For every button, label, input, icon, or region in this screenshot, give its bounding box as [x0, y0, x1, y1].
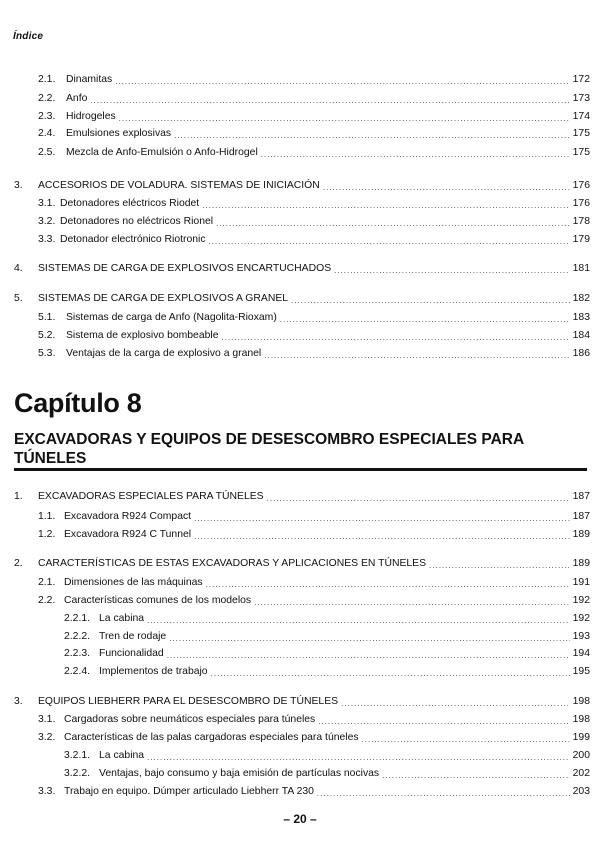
dot-leader [115, 73, 569, 87]
page-footer-number: – 20 – [283, 812, 317, 826]
page-number: 198 [572, 696, 590, 707]
dot-leader [147, 749, 570, 763]
page-number: 176 [572, 198, 590, 209]
toc-entry: 3.2. Características de las palas cargadoras especiales para túneles ..... 199 [38, 731, 590, 745]
toc-entry: 2.1. Dinamitas ..... 172 [38, 73, 590, 87]
dot-leader [119, 110, 570, 124]
dot-leader [341, 695, 570, 709]
dot-leader [318, 713, 569, 727]
toc-entry: 2.1. Dimensiones de las máquinas ..... 191 [38, 576, 590, 590]
page-number: 192 [572, 595, 590, 606]
toc-entry: 5.3. Ventajas de la carga de explosivo a granel ..... 186 [38, 347, 590, 361]
dot-leader [267, 490, 570, 504]
toc-entry: 5.1. Sistemas de carga de Anfo (Nagolita-Rioxam) ..... 183 [38, 311, 590, 325]
dot-leader [222, 329, 570, 343]
dot-leader [317, 785, 570, 799]
toc-entry: 3.1. Detonadores eléctricos Riodet ..... 176 [38, 197, 590, 211]
toc-entry: 3.2.2. Ventajas, bajo consumo y baja emisión de partículas nocivas ..... 202 [64, 767, 590, 781]
toc-entry: 5.2. Sistema de explosivo bombeable ..... 184 [38, 329, 590, 343]
dot-leader [174, 127, 570, 141]
toc-entry-section: 1. EXCAVADORAS ESPECIALES PARA TÚNELES ..... 187 [14, 490, 590, 504]
page-number: 174 [572, 111, 590, 122]
toc-entry: 3.1. Cargadoras sobre neumáticos especiales para túneles ..... 198 [38, 713, 590, 727]
toc-entry: 2.3. Hidrogeles ..... 174 [38, 110, 590, 124]
dot-leader [261, 146, 570, 160]
page-number: 187 [572, 511, 590, 522]
dot-leader [194, 528, 570, 542]
page-number: 192 [572, 613, 590, 624]
dot-leader [206, 576, 570, 590]
toc-entry: 3.2.1. La cabina ..... 200 [64, 749, 590, 763]
page-number: 178 [572, 216, 590, 227]
toc-entry: 3.3. Detonador electrónico Riotronic ..... 179 [38, 233, 590, 247]
page-number: 187 [572, 491, 590, 502]
dot-leader [202, 197, 569, 211]
page-number: 194 [572, 648, 590, 659]
dot-leader [216, 215, 570, 229]
toc-entry: 2.2.2. Tren de rodaje ..... 193 [64, 630, 590, 644]
page-number: 179 [572, 234, 590, 245]
page-number: 203 [572, 786, 590, 797]
toc-entry-section: 3. ACCESORIOS DE VOLADURA. SISTEMAS DE INICIACIÓN ..... 176 [14, 179, 590, 193]
toc-entry: 2.2.3. Funcionalidad ..... 194 [64, 647, 590, 661]
page-number: 176 [572, 180, 590, 191]
toc-entry: 2.5. Mezcla de Anfo-Emulsión o Anfo-Hidrogel ..... 175 [38, 146, 590, 160]
page-number: 195 [572, 666, 590, 677]
toc-entry: 2.4. Emulsiones explosivas ..... 175 [38, 127, 590, 141]
page-number: 200 [572, 750, 590, 761]
page-number: 189 [572, 558, 590, 569]
page-number: 199 [572, 732, 590, 743]
dot-leader [362, 731, 570, 745]
toc-entry: 1.2. Excavadora R924 C Tunnel ..... 189 [38, 528, 590, 542]
toc-entry: 2.2.1. La cabina ..... 192 [64, 612, 590, 626]
dot-leader [280, 311, 570, 325]
dot-leader [429, 557, 570, 571]
dot-leader [211, 665, 570, 679]
page-number: 173 [572, 93, 590, 104]
dot-leader [147, 612, 570, 626]
dot-leader [194, 510, 570, 524]
toc-entry-section: 2. CARACTERÍSTICAS DE ESTAS EXCAVADORAS Y APLICACIONES EN TÚNELES ..... 189 [14, 557, 590, 571]
dot-leader [382, 767, 570, 781]
page-number: 172 [572, 74, 590, 85]
toc-entry-section: 5. SISTEMAS DE CARGA DE EXPLOSIVOS A GRANEL ..... 182 [14, 292, 590, 306]
page-number: 184 [572, 330, 590, 341]
dot-leader [334, 262, 570, 276]
page-number: 175 [572, 147, 590, 158]
dot-leader [264, 347, 569, 361]
toc-entry: 1.1. Excavadora R924 Compact ..... 187 [38, 510, 590, 524]
running-header: Índice [13, 31, 44, 42]
toc-entry: 2.2. Características comunes de los modelos ..... 192 [38, 594, 590, 608]
page-number: 193 [572, 631, 590, 642]
page-number: 198 [572, 714, 590, 725]
dot-leader [167, 647, 570, 661]
toc-entry-section: 4. SISTEMAS DE CARGA DE EXPLOSIVOS ENCARTUCHADOS ..... 181 [14, 262, 590, 276]
page-number: 182 [572, 293, 590, 304]
dot-leader [209, 233, 570, 247]
page-number: 189 [572, 529, 590, 540]
dot-leader [291, 292, 570, 306]
chapter-title: Capítulo 8 [14, 388, 142, 418]
page-number: 186 [572, 348, 590, 359]
dot-leader [254, 594, 570, 608]
heading-rule [14, 468, 587, 471]
dot-leader [169, 630, 569, 644]
page-number: 181 [572, 263, 590, 274]
toc-entry: 3.2. Detonadores no eléctricos Rionel ..... 178 [38, 215, 590, 229]
toc-entry: 2.2.4. Implementos de trabajo ..... 195 [64, 665, 590, 679]
toc-entry: 2.2. Anfo ..... 173 [38, 92, 590, 106]
toc-entry-section: 3. EQUIPOS LIEBHERR PARA EL DESESCOMBRO DE TÚNELES ..... 198 [14, 695, 590, 709]
dot-leader [323, 179, 570, 193]
dot-leader [90, 92, 569, 106]
page-number: 191 [572, 577, 590, 588]
chapter-subtitle: EXCAVADORAS Y EQUIPOS DE DESESCOMBRO ESPECIALES PARA TÚNELES [14, 431, 525, 467]
page-number: 175 [572, 128, 590, 139]
toc-entry: 3.3. Trabajo en equipo. Dúmper articulado Liebherr TA 230 ..... 203 [38, 785, 590, 799]
page-number: 183 [572, 312, 590, 323]
page-number: 202 [572, 768, 590, 779]
